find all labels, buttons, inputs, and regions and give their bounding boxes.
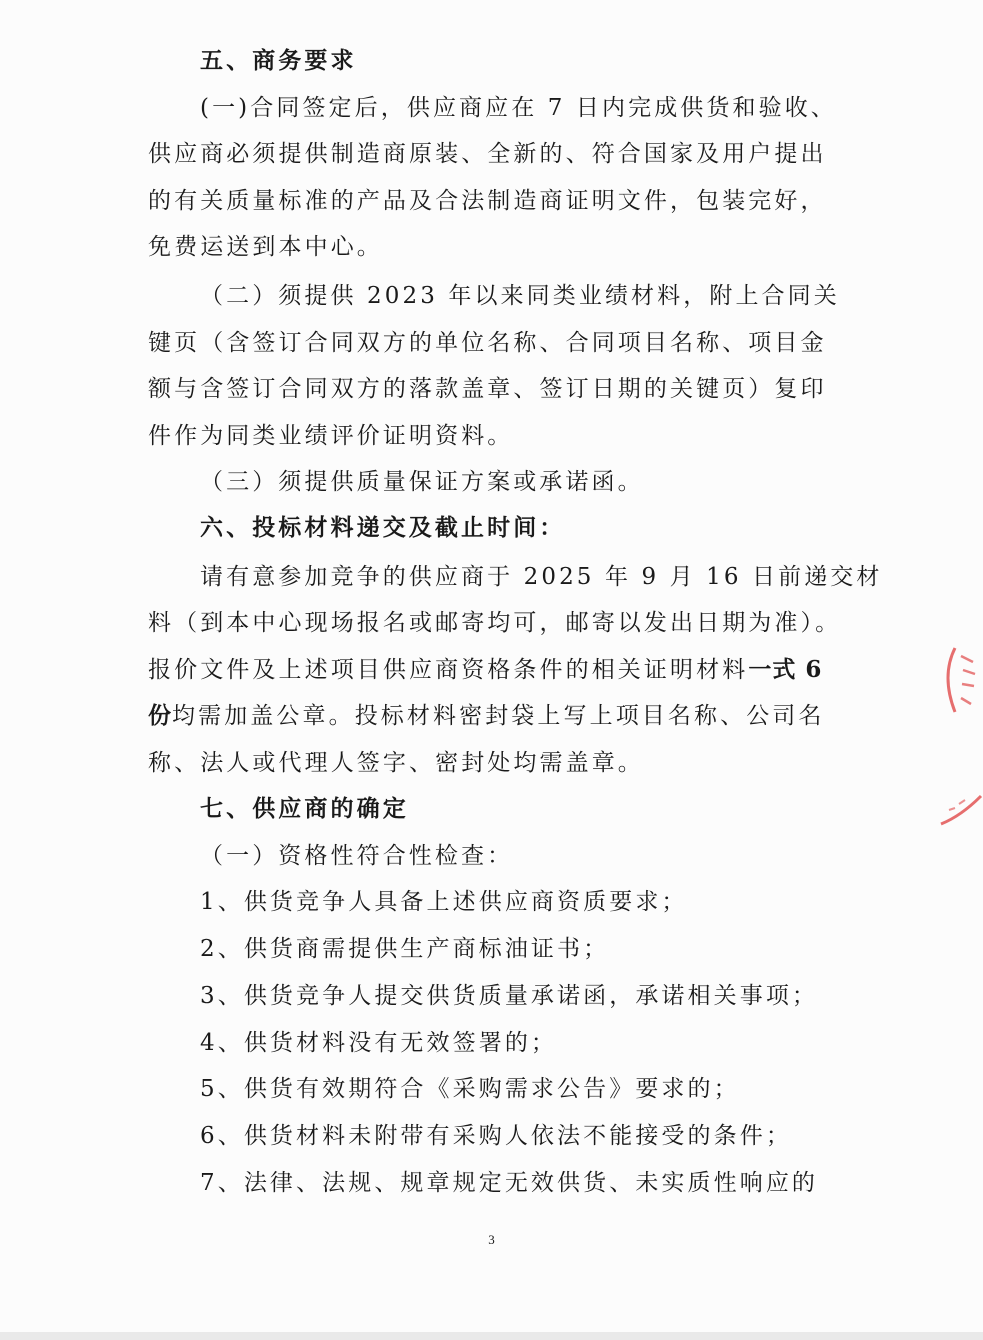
paragraph-line: （一）资格性符合性检查：	[200, 843, 514, 869]
official-seal-fragment	[935, 780, 983, 830]
paragraph-line	[148, 654, 838, 686]
paragraph-line: （二）须提供 2023 年以来同类业绩材料，附上合同关	[200, 283, 840, 309]
paragraph-line: 的有关质量标准的产品及合法制造商证明文件，包装完好，	[148, 188, 827, 214]
bold-text: 份	[148, 702, 172, 729]
paragraph-line	[148, 700, 838, 732]
paragraph-line: 额与含签订合同双方的落款盖章、签订日期的关键页）复印	[148, 376, 827, 402]
list-item: 5、供货有效期符合《采购需求公告》要求的；	[200, 1076, 740, 1102]
seal-arc-icon	[935, 780, 983, 830]
section-heading-business-requirements: 五、商务要求	[200, 47, 357, 74]
text-segment: 报价文件及上述项目供应商资格条件的相关证明材料	[148, 657, 749, 683]
paragraph-line: 供应商必须提供制造商原装、全新的、符合国家及用户提出	[148, 141, 827, 167]
paragraph-line: 件作为同类业绩评价证明资料。	[148, 423, 514, 449]
page-bottom-edge	[0, 1332, 983, 1340]
paragraph-line: 键页（含签订合同双方的单位名称、合同项目名称、项目金	[148, 330, 827, 356]
list-item: 6、供货材料未附带有采购人依法不能接受的条件；	[200, 1123, 792, 1149]
section-heading-submission-deadline: 六、投标材料递交及截止时间：	[200, 514, 566, 541]
paragraph-line: 料（到本中心现场报名或邮寄均可，邮寄以发出日期为准）。	[148, 610, 842, 636]
list-item: 2、供货商需提供生产商标油证书；	[200, 936, 610, 962]
seal-arc-icon	[935, 636, 983, 726]
bold-text: 一式 6	[748, 656, 823, 683]
list-item: 3、供货竞争人提交供货质量承诺函，承诺相关事项；	[200, 983, 819, 1009]
paragraph-line: 免费运送到本中心。	[148, 234, 383, 260]
list-item: 7、法律、法规、规章规定无效供货、未实质性响应的	[200, 1170, 819, 1196]
paragraph-line: 称、法人或代理人签字、密封处均需盖章。	[148, 750, 644, 776]
official-seal-fragment	[935, 636, 983, 726]
paragraph-line: (一)合同签定后，供应商应在 7 日内完成供货和验收、	[200, 95, 837, 121]
paragraph-line: （三）须提供质量保证方案或承诺函。	[200, 469, 644, 495]
page-number: 3	[488, 1232, 495, 1247]
text-segment: 均需加盖公章。投标材料密封袋上写上项目名称、公司名	[172, 703, 825, 729]
paragraph-line: 请有意参加竞争的供应商于 2025 年 9 月 16 日前递交材	[200, 564, 883, 590]
list-item: 1、供货竞争人具备上述供应商资质要求；	[200, 889, 688, 915]
section-heading-supplier-determination: 七、供应商的确定	[200, 795, 409, 822]
list-item: 4、供货材料没有无效签署的；	[200, 1030, 558, 1056]
